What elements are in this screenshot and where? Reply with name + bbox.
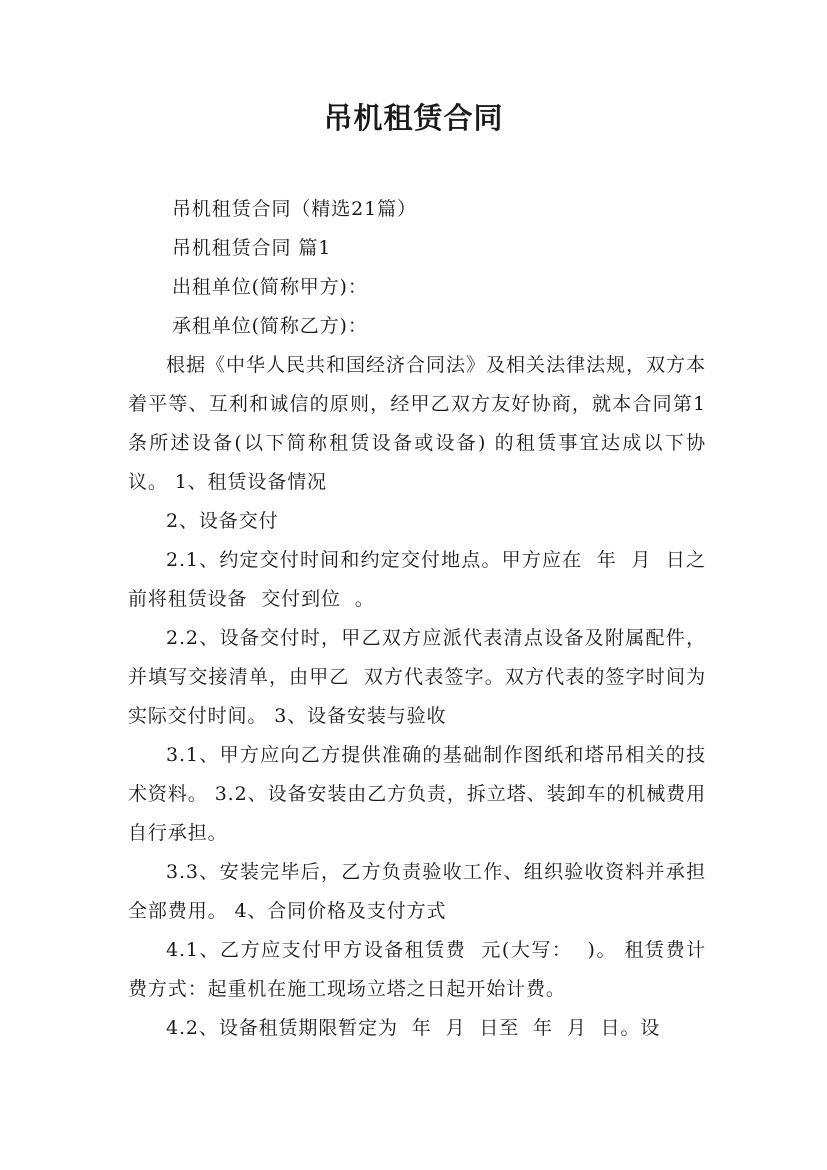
paragraph-lessee: 承租单位(简称乙方)：: [172, 315, 368, 337]
paragraph-clause-2-1: 2.1、约定交付时间和约定交付地点。甲方应在 年 月 日之前将租赁设备 交付到位 。: [128, 549, 706, 610]
paragraph-lessor: 出租单位(简称甲方)：: [172, 276, 368, 298]
paragraph-clause-4-1: 4.1、乙方应支付甲方设备租赁费 元(大写： )。 租赁费计费方式：起重机在施工现场立塔之日起开始计费。: [128, 939, 706, 1000]
paragraph-subtitle: 吊机租赁合同（精选21篇）: [172, 198, 417, 220]
paragraph-preamble: 根据《中华人民共和国经济合同法》及相关法律法规，双方本着平等、互利和诚信的原则，经甲乙双方友好协商，就本合同第1条所述设备(以下简称租赁设备或设备) 的租赁事宜达成以下协议。 1、租赁设备情况: [128, 354, 706, 493]
paragraph-clause-3-1: 3.1、甲方应向乙方提供准确的基础制作图纸和塔吊相关的技术资料。 3.2、设备安装由乙方负责，拆立塔、装卸车的机械费用自行承担。: [128, 744, 706, 844]
paragraph-clause-2: 2、设备交付: [166, 510, 279, 532]
document-body: [128, 190, 706, 1048]
paragraph-clause-3-3: 3.3、安装完毕后，乙方负责验收工作、组织验收资料并承担全部费用。 4、合同价格及支付方式: [128, 861, 706, 922]
document-title: 吊机租赁合同: [323, 101, 504, 135]
paragraph-clause-4-2: 4.2、设备租赁期限暂定为 年 月 日至 年 月 日。设: [166, 1017, 661, 1039]
paragraph-clause-2-2: 2.2、设备交付时，甲乙双方应派代表清点设备及附属配件，并填写交接清单，由甲乙 双方代表签字。双方代表的签字时间为实际交付时间。 3、设备安装与验收: [128, 627, 706, 727]
paragraph-section-heading: 吊机租赁合同 篇1: [172, 237, 332, 259]
